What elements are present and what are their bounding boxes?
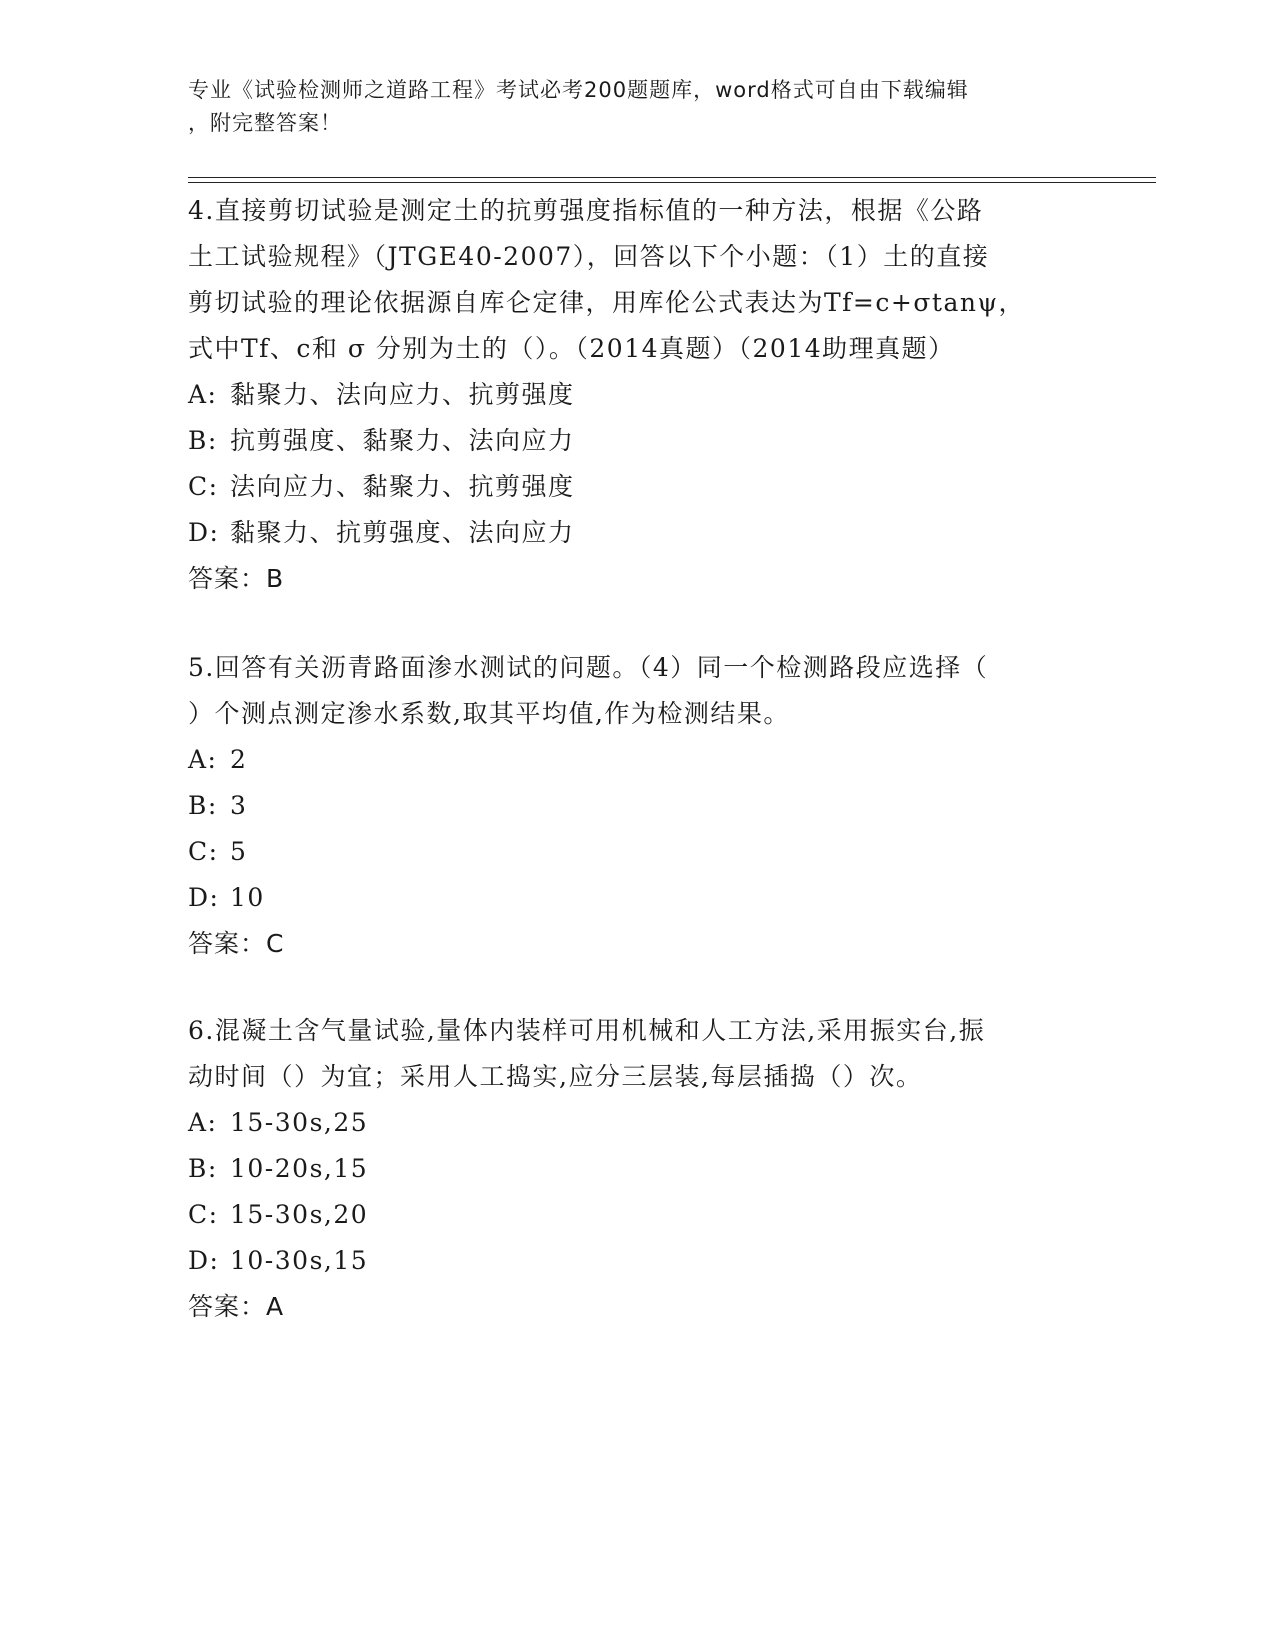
question-4 xyxy=(188,188,1088,602)
option-letter: A: xyxy=(188,745,218,774)
option-a xyxy=(188,1100,1088,1146)
answer-label: 答案：A xyxy=(188,1292,285,1321)
option-text: 15-30s,25 xyxy=(230,1108,369,1137)
header-divider-top xyxy=(188,177,1156,178)
option-text: 5 xyxy=(230,837,248,866)
option-text: 15-30s,20 xyxy=(230,1200,369,1229)
option-letter: B: xyxy=(188,1154,218,1183)
option-letter: D: xyxy=(188,883,220,912)
question-stem xyxy=(188,188,1088,372)
header-line-1: 专业《试验检测师之道路工程》考试必考200题题库，word格式可自由下载编辑 xyxy=(188,78,969,102)
question-stem xyxy=(188,1008,1088,1100)
answer-label: 答案：B xyxy=(188,564,285,593)
option-d xyxy=(188,510,1088,556)
question-line: 剪切试验的理论依据源自库仑定律，用库伦公式表达为Tf=c+σtanψ， xyxy=(188,288,1026,317)
option-letter: D: xyxy=(188,518,220,547)
option-text: 抗剪强度、黏聚力、法向应力 xyxy=(230,426,575,455)
option-d xyxy=(188,875,1088,921)
option-text: 2 xyxy=(230,745,248,774)
option-text: 黏聚力、法向应力、抗剪强度 xyxy=(230,380,575,409)
option-text: 10 xyxy=(230,883,265,912)
option-a xyxy=(188,372,1088,418)
question-6 xyxy=(188,1008,1088,1330)
option-text: 法向应力、黏聚力、抗剪强度 xyxy=(230,472,575,501)
option-letter: C: xyxy=(188,837,219,866)
question-line: 土工试验规程》（JTGE40-2007），回答以下个小题：（1）土的直接 xyxy=(188,242,990,271)
option-text: 10-30s,15 xyxy=(230,1246,369,1275)
question-line: ）个测点测定渗水系数,取其平均值,作为检测结果。 xyxy=(188,699,790,728)
option-b xyxy=(188,1146,1088,1192)
option-c xyxy=(188,829,1088,875)
option-letter: C: xyxy=(188,1200,219,1229)
option-letter: D: xyxy=(188,1246,220,1275)
option-b xyxy=(188,418,1088,464)
option-letter: C: xyxy=(188,472,219,501)
header-divider-bottom xyxy=(188,182,1156,183)
option-letter: A: xyxy=(188,380,218,409)
answer-label: 答案：C xyxy=(188,929,285,958)
question-line: 6.混凝土含气量试验,量体内装样可用机械和人工方法,采用振实台,振 xyxy=(188,1016,986,1045)
document-header xyxy=(188,74,1068,140)
question-stem xyxy=(188,645,1088,737)
option-text: 10-20s,15 xyxy=(230,1154,369,1183)
option-a xyxy=(188,737,1088,783)
question-line: 动时间（）为宜；采用人工捣实,应分三层装,每层插捣（）次。 xyxy=(188,1062,923,1091)
option-letter: A: xyxy=(188,1108,218,1137)
option-letter: B: xyxy=(188,426,218,455)
header-line-2: ，附完整答案！ xyxy=(188,111,342,135)
option-letter: B: xyxy=(188,791,218,820)
question-5 xyxy=(188,645,1088,967)
question-line: 式中Tf、c和 σ 分别为土的（）。（2014真题）（2014助理真题） xyxy=(188,334,955,363)
option-c xyxy=(188,464,1088,510)
option-b xyxy=(188,783,1088,829)
option-c xyxy=(188,1192,1088,1238)
question-line: 5.回答有关沥青路面渗水测试的问题。（4）同一个检测路段应选择（ xyxy=(188,653,989,682)
question-line: 4.直接剪切试验是测定土的抗剪强度指标值的一种方法，根据《公路 xyxy=(188,196,984,225)
option-text: 黏聚力、抗剪强度、法向应力 xyxy=(230,518,575,547)
option-text: 3 xyxy=(230,791,248,820)
option-d xyxy=(188,1238,1088,1284)
